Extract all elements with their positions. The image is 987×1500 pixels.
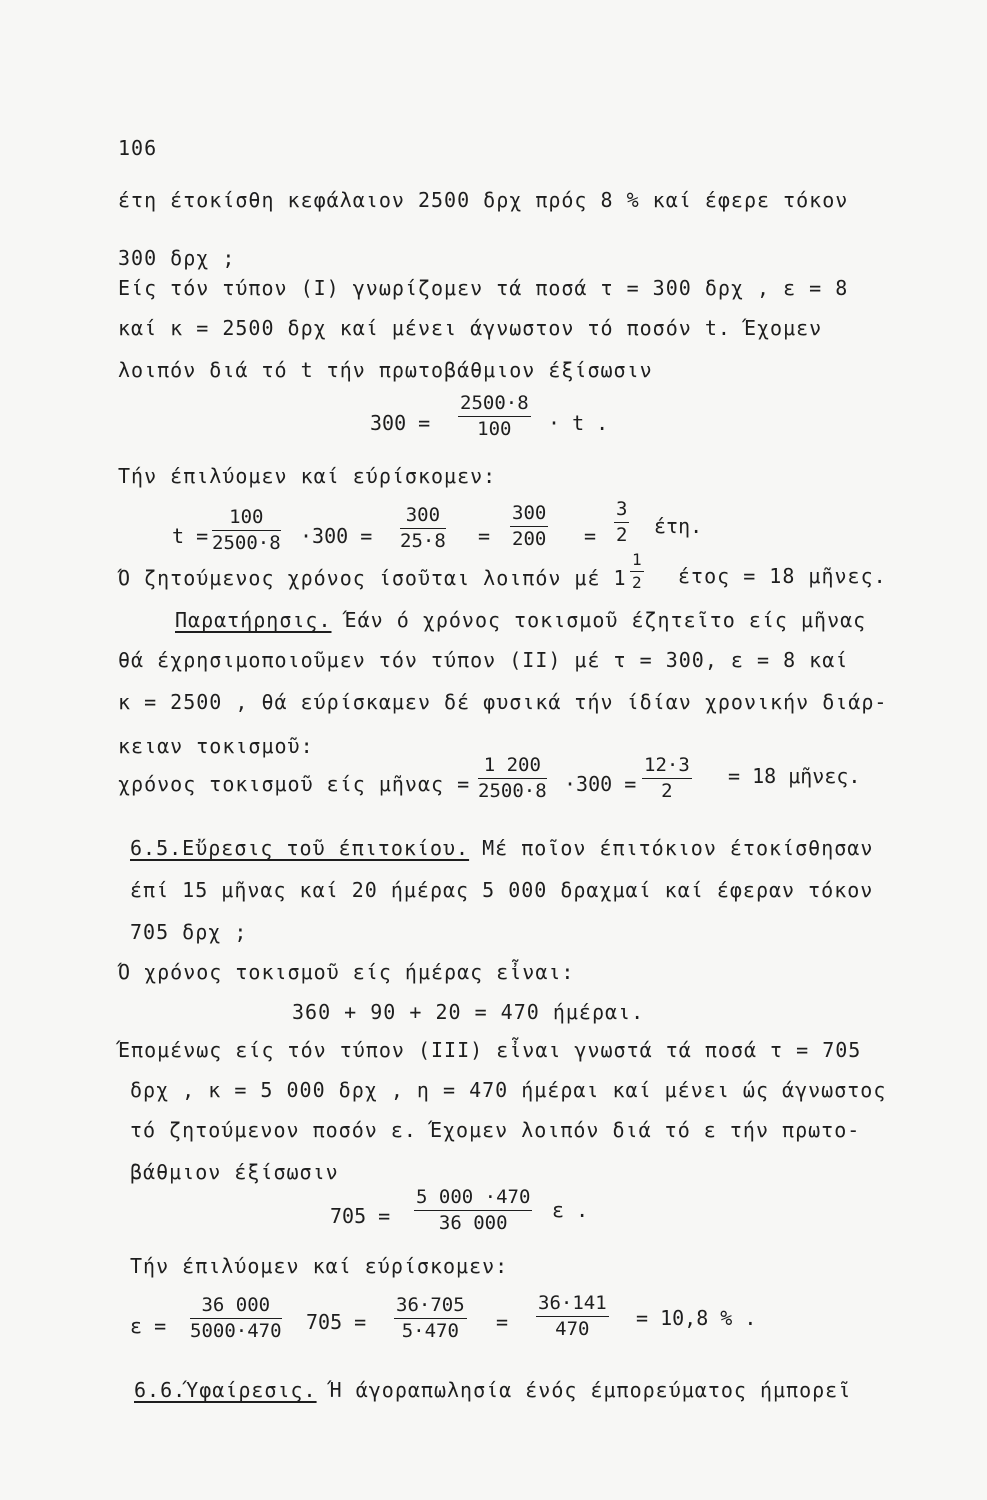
section-heading: Παρατήρησις.	[175, 608, 332, 632]
text-line: δρχ , κ = 5 000 δρχ , η = 470 ήμέραι καί μένει ώς άγνωστος	[130, 1078, 887, 1102]
text-line: έτος = 18 μῆνες.	[678, 564, 887, 588]
text-line: Είς τόν τύπον (I) γνωρίζομεν τά ποσά τ = 300 δρχ , ε = 8	[118, 276, 849, 300]
equation-operator: =	[584, 524, 597, 548]
fraction: $\frac{1 200}{2500\cdot 8}$	[478, 754, 547, 802]
equation-operator: =	[496, 1310, 509, 1334]
equation-operator: =	[478, 524, 491, 548]
text-line: βάθμιον έξίσωσιν	[130, 1160, 339, 1184]
fraction: $\frac{36 000}{5000\cdot 470}$	[190, 1294, 282, 1342]
fraction: $\frac{36\cdot 705}{5\cdot 470}$	[396, 1294, 465, 1342]
text-line: τό ζητούμενον ποσόν ε. Έχομεν λοιπόν διά τό ε τήν πρωτο-	[130, 1118, 861, 1142]
text-line: λοιπόν διά τό t τήν πρωτοβάθμιον έξίσωσιν	[118, 358, 653, 382]
text-line: Τήν έπιλύομεν καί εύρίσκομεν:	[118, 464, 497, 488]
text-line: έτη έτοκίσθη κεφάλαιον 2500 δρχ πρός 8 % καί έφερε τόκον	[118, 188, 849, 212]
text-line: 300 δρχ ;	[118, 246, 236, 270]
text-line: Τήν έπιλύομεν καί εύρίσκομεν:	[130, 1254, 509, 1278]
equation-rhs: ε .	[552, 1198, 589, 1222]
text-line: 360 + 90 + 20 = 470 ήμέραι.	[292, 1000, 645, 1024]
text-line: έπί 15 μῆνας καί 20 ήμέρας 5 000 δραχμαί καί έφεραν τόκον	[130, 878, 874, 902]
equation-rhs: = 10,8 % .	[636, 1306, 757, 1330]
section-heading: 6.5.Εὔρεσις τοῦ έπιτοκίου.	[130, 836, 470, 860]
text-line: θά έχρησιμοποιοῦμεν τόν τύπον (II) μέ τ = 300, ε = 8 καί	[118, 648, 849, 672]
equation-lhs: 705 =	[330, 1204, 391, 1228]
fraction: $\frac{100}{2500\cdot 8}$	[212, 506, 281, 554]
fraction: $\frac{300}{200}$	[512, 502, 547, 550]
text-line: κειαν τοκισμοῦ:	[118, 734, 314, 758]
fraction: $\frac{300}{25\cdot 8}$	[400, 504, 446, 552]
text-line: Παρατήρησις. Έάν ό χρόνος τοκισμοῦ έζητεῖτο είς μῆνας	[175, 608, 867, 632]
text-line: κ = 2500 , θά εύρίσκαμεν δέ φυσικά τήν ίδίαν χρονικήν διάρ-	[118, 690, 888, 714]
text-line: καί κ = 2500 δρχ καί μένει άγνωστον τό ποσόν t. Έχομεν	[118, 316, 823, 340]
text-line: Έπομένως είς τόν τύπον (III) εἶναι γνωστά τά ποσά τ = 705	[118, 1038, 862, 1062]
equation-rhs: = 18 μῆνες.	[728, 764, 861, 788]
equation-operator: 705 =	[306, 1310, 367, 1334]
text-line: 6.5.Εὔρεσις τοῦ έπιτοκίου. Μέ ποῖον έπιτόκιον έτοκίσθησαν	[130, 836, 874, 860]
equation-rhs: · t .	[548, 411, 609, 435]
text-line: Ό ζητούμενος χρόνος ίσοῦται λοιπόν μέ 1	[118, 566, 627, 590]
equation-lhs: t =	[172, 524, 209, 548]
fraction: $\frac{3}{2}$	[616, 498, 628, 546]
text-line: χρόνος τοκισμοῦ είς μῆνας =	[118, 772, 471, 796]
fraction: $\frac{2500\cdot 8}{100}$	[460, 392, 529, 440]
text-line: Ό χρόνος τοκισμοῦ είς ήμέρας εἶναι:	[118, 960, 575, 984]
page-number: 106	[118, 136, 158, 160]
fraction-half: $\frac{1}{2}$	[632, 550, 642, 592]
fraction: $\frac{12\cdot 3}{2}$	[644, 754, 690, 802]
fraction: $\frac{36\cdot 141}{470}$	[538, 1292, 607, 1340]
equation-lhs: ε =	[130, 1314, 167, 1338]
fraction: $\frac{5 000 \cdot 470}{36 000}$	[416, 1186, 531, 1234]
section-heading: 6.6.Ύφαίρεσις.	[134, 1378, 317, 1402]
text-line: 705 δρχ ;	[130, 920, 248, 944]
equation-operator: ·300 =	[564, 772, 637, 796]
equation-operator: ·300 =	[300, 524, 373, 548]
equation-rhs: έτη.	[654, 514, 703, 538]
text-line: 6.6.Ύφαίρεσις. Ή άγοραπωλησία ένός έμπορεύματος ήμπορεῖ	[134, 1378, 852, 1402]
equation-lhs: 300 =	[370, 411, 431, 435]
